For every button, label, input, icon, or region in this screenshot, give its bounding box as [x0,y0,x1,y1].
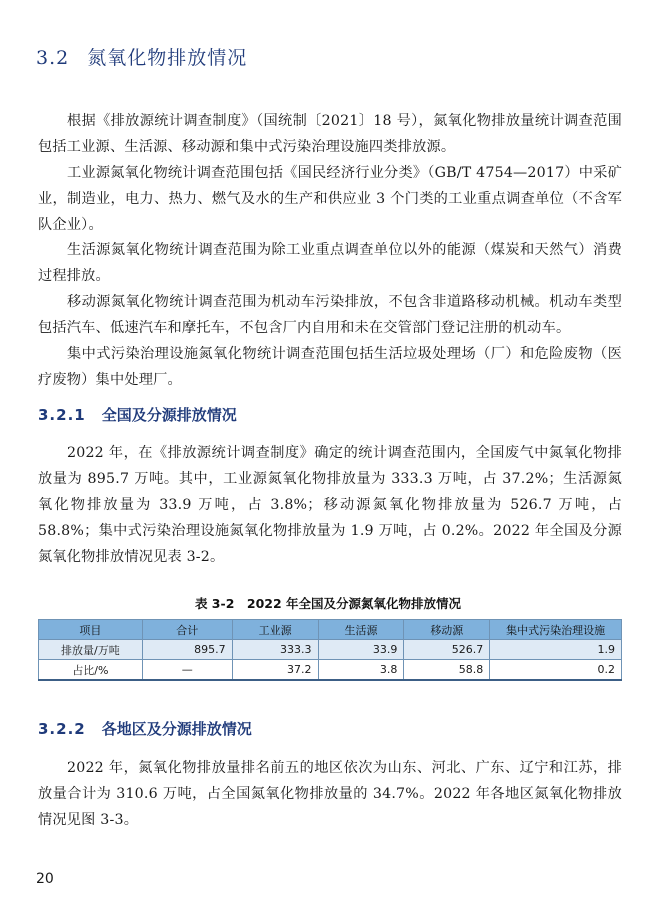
table-header-cell: 合计 [142,620,232,640]
subsection-number: 3.2.2 [38,720,86,738]
table-row [39,640,622,660]
subsection-number: 3.2.1 [38,406,86,424]
section-heading [36,43,247,70]
intro-paragraph: 工业源氮氧化物统计调查范围包括《国民经济行业分类》（GB/T 4754—2017）中采矿业，制造业，电力、热力、燃气及水的生产和供应业 3 个门类的工业重点调查单位（不含军队企业）。 [38,165,622,233]
table-cell: 占比/% [39,660,143,681]
national-paragraph: 2022 年，在《排放源统计调查制度》确定的统计调查范围内，全国废气中氮氧化物排放量为 895.7 万吨。其中，工业源氮氧化物排放量为 333.3 万吨，占 37.2%；生活源氮氧化物排放量为 33.9 万吨，占 3.8%；移动源氮氧化物排放量为 526.7 万吨，占 58.8%；集中式污染治理设施氮氧化物排放量为 1.9 万吨，占 0.2%。2022 年全国及分源氮氧化物排放情况见表 3-2。 [38,445,622,565]
table-row [39,660,622,681]
subsection-heading-regional [38,718,252,739]
table-cell: 526.7 [404,640,490,660]
table-cell: 895.7 [142,640,232,660]
intro-paragraph: 移动源氮氧化物统计调查范围为机动车污染排放，不包含非道路移动机械。机动车类型包括汽车、低速汽车和摩托车，不包含厂内自用和未在交管部门登记注册的机动车。 [38,294,622,336]
table-cell: 37.2 [232,660,318,681]
section-title: 氮氧化物排放情况 [87,47,248,69]
table-cell: 3.8 [318,660,404,681]
table-cell: 333.3 [232,640,318,660]
section-number: 3.2 [36,47,70,69]
subsection-title: 全国及分源排放情况 [101,406,237,424]
table-cell: 1.9 [490,640,622,660]
emissions-table [38,619,622,681]
table-header-cell: 集中式污染治理设施 [490,620,622,640]
table-cell: 33.9 [318,640,404,660]
page-number: 20 [36,871,54,887]
table-header-cell: 移动源 [404,620,490,640]
table-header-row [39,620,622,640]
table-cell: 0.2 [490,660,622,681]
intro-paragraph: 集中式污染治理设施氮氧化物统计调查范围包括生活垃圾处理场（厂）和危险废物（医疗废物）集中处理厂。 [38,346,622,388]
table-cell: 58.8 [404,660,490,681]
table-caption: 表 3-2 2022 年全国及分源氮氧化物排放情况 [194,596,462,611]
intro-paragraph: 根据《排放源统计调查制度》（国统制〔2021〕18 号），氮氧化物排放量统计调查范围包括工业源、生活源、移动源和集中式污染治理设施四类排放源。 [38,113,622,155]
table-cell: 排放量/万吨 [39,640,143,660]
intro-paragraph: 生活源氮氧化物统计调查范围为除工业重点调查单位以外的能源（煤炭和天然气）消费过程排放。 [38,242,622,284]
table-header-cell: 项目 [39,620,143,640]
table-cell: — [142,660,232,681]
subsection-heading-national [38,404,237,425]
table-header-cell: 工业源 [232,620,318,640]
regional-paragraph: 2022 年，氮氧化物排放量排名前五的地区依次为山东、河北、广东、辽宁和江苏，排放量合计为 310.6 万吨，占全国氮氧化物排放量的 34.7%。2022 年各地区氮氧化物排放情况见图 3-3。 [38,760,622,828]
table-header-cell: 生活源 [318,620,404,640]
subsection-title: 各地区及分源排放情况 [101,720,252,738]
